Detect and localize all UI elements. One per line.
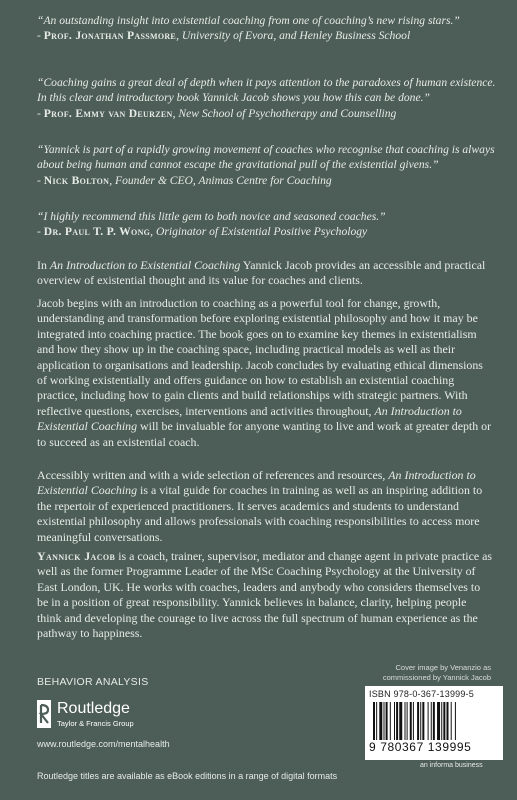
endorsement-4 (37, 209, 497, 240)
endorsement-text: “I highly recommend this little gem to both novice and seasoned coaches.” (37, 210, 386, 223)
description-paragraph-3: Accessibly written and with a wide selection of references and resources, An Introduction to Existential Coaching is a vital guide for coaches in training as well as an inspiring addition to the repertoir of experienced practitioners. It serves academics and students to understand existential philosophy and allows professionals with coaching responsibilities to access more meaningful conversations. (37, 468, 483, 544)
author-bio: Yannick Jacob is a coach, trainer, supervisor, mediator and change agent in private practice as well as the former Programme Leader of the MSc Coaching Psychology at the University of East London, UK. He works with coaches, leaders and anybody who considers themselves to be in a position of great responsibility. Yannick believes in balance, clarity, helping people think and developing the courage to live across the full spectrum of human experience as the pathway to happiness. (37, 549, 493, 641)
book-title: An Introduction to Existential Coaching (37, 468, 476, 498)
endorsement-text: “An outstanding insight into existential coaching from one of coaching’s new rising stars.” (37, 14, 460, 27)
endorser-name: Prof. Jonathan Passmore (43, 29, 177, 43)
endorser-name: Dr. Paul T. P. Wong (43, 225, 151, 239)
description-paragraph-1: In An Introduction to Existential Coaching Yannick Jacob provides an accessible and practical overview of existential thought and its value for coaches and clients. (37, 258, 486, 288)
publisher-url: www.routledge.com/mentalhealth (37, 739, 170, 749)
endorser-name: Prof. Emmy van Deurzen (43, 106, 173, 120)
endorsement-text: “Coaching gains a great deal of depth when it pays attention to the paradoxes of human existence. In this clear and introductory book Yannick Jacob shows you how this can be done.” (37, 76, 496, 105)
endorser-affiliation: , University of Evora, and Henley Business School (176, 29, 411, 43)
barcode-digits: 9 780367 139995 (367, 740, 501, 754)
book-title: An Introduction to Existential Coaching (37, 403, 462, 434)
endorsement-3 (37, 142, 497, 188)
isbn-label: ISBN 978-0-367-13999-5 (369, 689, 474, 699)
endorsement-text: “Yannick is part of a rapidly growing movement of coaches who recognise that coaching is always about being human and cannot escape the gravitational pull of the existential givens.” (37, 143, 495, 172)
description-paragraph-2: Jacob begins with an introduction to coaching as a powerful tool for change, growth, understanding and transformation before exploring existential philosophy and how it may be integrated into coaching practice. The book goes on to examine key themes in existentialism and how they show up in the coaching space, including practical models as well as their application to organisations and leadership. Jacob concludes by evaluating ethical dimensions of working existentially and offers guidance on how to establish an existential coaching practice, including how to gain clients and build relationships with strategic partners. With reflective questions, exercises, interventions and activities throughout, An Introduction to Existential Coaching will be invaluable for anyone wanting to live and work at greater depth or to succeed as an existential coach. (37, 296, 492, 449)
endorsement-attribution: - Nick Bolton, Founder & CEO, Animas Centre for Coaching (37, 173, 332, 187)
publisher-logo (37, 700, 177, 730)
endorsement-1 (37, 13, 497, 44)
imprint-label: an informa business (420, 762, 483, 769)
endorsement-attribution: - Prof. Emmy van Deurzen, New School of Psychotherapy and Counselling (37, 106, 397, 120)
endorsement-attribution: - Dr. Paul T. P. Wong, Originator of Existential Positive Psychology (37, 225, 368, 239)
barcode (365, 686, 503, 760)
routledge-logo-icon (37, 700, 51, 728)
endorser-affiliation: , New School of Psychotherapy and Counselling (172, 106, 397, 120)
category-label: BEHAVIOR ANALYSIS (37, 676, 149, 688)
ebook-note: Routledge titles are available as eBook editions in a range of digital formats (37, 771, 338, 781)
endorser-name: Nick Bolton (43, 173, 110, 187)
book-title: An Introduction to Existential Coaching (49, 258, 241, 272)
endorsement-2 (37, 75, 497, 121)
endorser-affiliation: , Originator of Existential Positive Psychology (150, 225, 368, 239)
publisher-name: Routledge (57, 700, 130, 717)
endorser-affiliation: , Founder & CEO, Animas Centre for Coaching (109, 173, 332, 187)
author-name: Yannick Jacob (37, 549, 116, 563)
publisher-group: Taylor & Francis Group (57, 719, 134, 728)
endorsement-attribution: - Prof. Jonathan Passmore, University of Evora, and Henley Business School (37, 29, 411, 43)
cover-credit: Cover image by Venanzio as commissioned by Yannick Jacob (382, 663, 491, 682)
